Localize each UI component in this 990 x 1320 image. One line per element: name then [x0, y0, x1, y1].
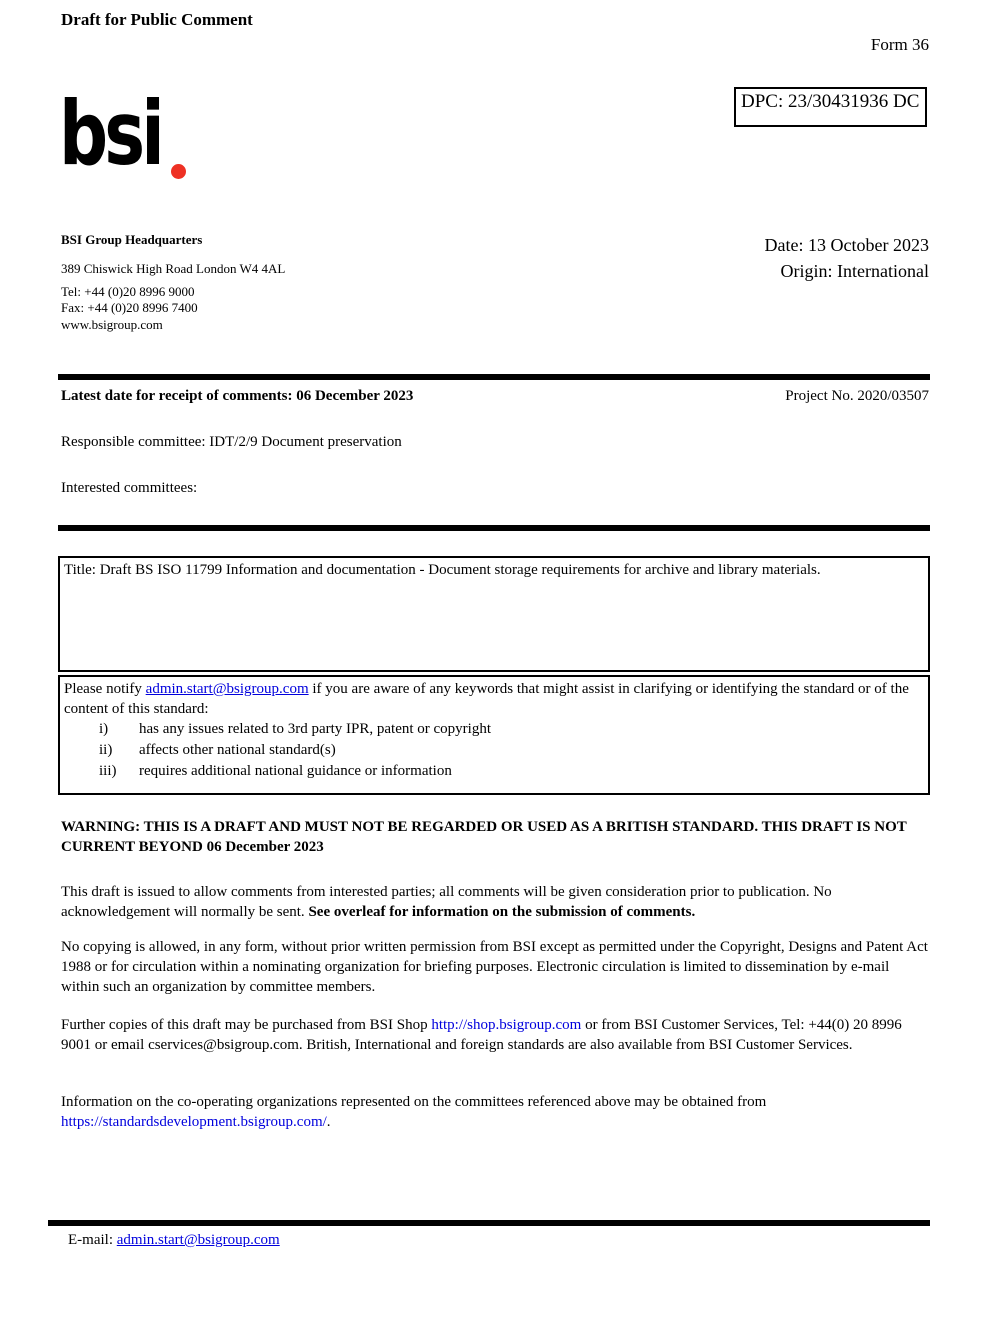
warning-paragraph: WARNING: THIS IS A DRAFT AND MUST NOT BE REGARDED OR USED AS A BRITISH STANDARD. THIS DRAFT IS NOT CURRENT BEYOND 06 December 2023 — [61, 819, 907, 855]
date-line: Date: 13 October 2023 — [764, 235, 929, 255]
bsi-logo-dot-icon — [171, 164, 186, 179]
bsi-shop-link[interactable]: http://shop.bsigroup.com — [431, 1017, 582, 1033]
footer-email-row — [68, 1232, 280, 1249]
further-pre-text: Further copies of this draft may be purchased from BSI Shop — [61, 1017, 432, 1033]
draft-issued-text: This draft is issued to allow comments from interested parties; all comments will be given consideration prior to publication. No acknowledgement will normally be sent. — [61, 884, 832, 920]
divider-rule-top — [58, 374, 930, 380]
list-item — [64, 761, 924, 782]
responsible-committee: Responsible committee: IDT/2/9 Document preservation — [61, 434, 402, 450]
title-box — [58, 556, 930, 672]
no-copying-paragraph: No copying is allowed, in any form, without prior written permission from BSI except as permitted under the Copyright, Designs and Patent Act 1988 or for circulation within a nominating organization for briefing purposes. Electronic circulation is limited to dissemination by e-mail within such an organization by committee members. — [61, 939, 928, 995]
further-copies-paragraph — [61, 1015, 929, 1055]
standard-title: Title: Draft BS ISO 11799 Information and documentation - Document storage requirements for archive and library materials. — [64, 562, 821, 578]
contact-fax: Fax: +44 (0)20 8996 7400 — [61, 300, 198, 315]
notify-post-text: if you are aware of any keywords that might assist in clarifying or identifying the standard or of the content of this standard: — [64, 681, 909, 717]
see-overleaf-text: See overleaf for information on the submission of comments. — [308, 904, 696, 920]
list-item-text: requires additional national guidance or information — [139, 763, 452, 779]
divider-rule-middle — [58, 525, 930, 531]
further-post-text: or from BSI Customer Services, Tel: +44(0) 20 8996 9001 or email cservices@bsigroup.com. British, International and foreign standards are also available from BSI Customer Services. — [61, 1017, 902, 1053]
info-post-text: . — [326, 1114, 331, 1130]
interested-committees: Interested committees: — [61, 480, 198, 496]
info-pre-text: Information on the co-operating organizations represented on the committees referenced above may be obtained from — [61, 1094, 767, 1110]
cooperating-info-paragraph — [61, 1092, 929, 1132]
draft-header-label: Draft for Public Comment — [61, 10, 253, 29]
contact-address: 389 Chiswick High Road London W4 4AL — [61, 261, 286, 276]
latest-date-label: Latest date for receipt of comments: 06 December 2023 — [61, 388, 414, 404]
form-number: Form 36 — [870, 35, 929, 54]
list-item-text: affects other national standard(s) — [139, 742, 336, 758]
list-item-marker: ii) — [99, 742, 113, 758]
list-item — [64, 719, 924, 740]
notify-pre-text: Please notify — [64, 681, 146, 697]
list-item-marker: iii) — [99, 763, 117, 779]
standards-development-link[interactable]: https://standardsdevelopment.bsigroup.com/ — [61, 1114, 327, 1130]
notify-box — [58, 675, 930, 795]
contact-name: BSI Group Headquarters — [61, 232, 203, 247]
bsi-logo-text: bsi — [59, 82, 161, 185]
list-item — [64, 740, 924, 761]
dpc-number: DPC: 23/30431936 DC — [741, 91, 920, 112]
footer-email-label: E-mail: — [68, 1232, 117, 1248]
dpc-number-box — [734, 87, 927, 127]
date-origin-block — [765, 232, 929, 284]
project-number: Project No. 2020/03507 — [785, 388, 929, 404]
contact-website: www.bsigroup.com — [61, 317, 163, 332]
draft-issued-paragraph — [61, 882, 929, 922]
bsi-logo — [59, 82, 199, 185]
list-item-marker: i) — [99, 721, 109, 737]
contact-tel: Tel: +44 (0)20 8996 9000 — [61, 284, 195, 299]
comments-meta-row — [61, 388, 929, 405]
divider-rule-bottom — [48, 1220, 930, 1226]
origin-line: Origin: International — [780, 261, 929, 281]
list-item-text: has any issues related to 3rd party IPR, patent or copyright — [139, 721, 492, 737]
notify-email-link[interactable]: admin.start@bsigroup.com — [145, 681, 309, 697]
notify-paragraph — [64, 679, 924, 719]
footer-email-link[interactable]: admin.start@bsigroup.com — [116, 1232, 280, 1248]
